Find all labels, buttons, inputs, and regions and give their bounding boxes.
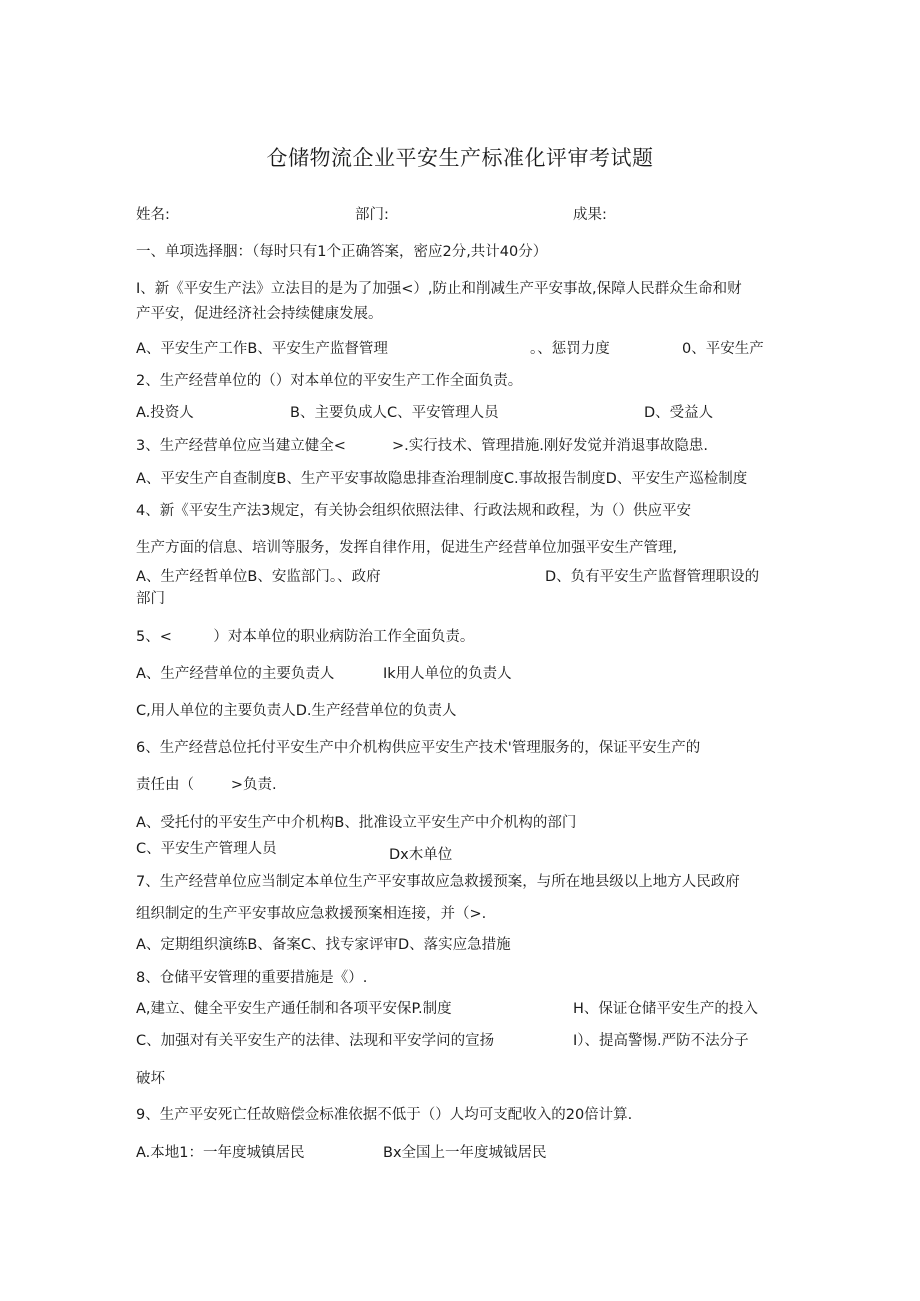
question-9-option-b: Bx全国上一年度城钺居民 [383, 1145, 547, 1161]
question-6-line-1: 6、生产经营总位托付平安生产中介机构供应平安生产技术'管理服务的，保证平安生产的 [136, 740, 701, 756]
department-label: 部门: [355, 207, 389, 223]
question-5-option-a: A、生产经营单位的主要负责人 [136, 666, 335, 682]
question-2-option-d: D、受益人 [644, 405, 714, 421]
question-2-stem: 2、生产经营单位的（）对本单位的平安生产工作全面负责。 [136, 373, 523, 389]
question-2-option-bc: B、主要负成人C、平安管理人员 [290, 405, 499, 421]
page-title: 仓储物流企业平安生产标准化评审考试题 [266, 146, 654, 170]
question-7-options: A、定期组织演练B、备案C、找专家评审D、落实应急措施 [136, 937, 511, 953]
question-4-option-d: D、负有平安生产监督管理职设的 [545, 569, 760, 585]
question-8-stem: 8、仓储平安管理的重要措施是《）. [136, 970, 368, 986]
question-1-option-d: 0、平安生产 [682, 341, 764, 357]
question-8-option-d-continued: 破坏 [136, 1071, 165, 1087]
question-5-option-b: Ik用人单位的负责人 [383, 666, 512, 682]
question-9-option-a: A.本地1：一年度城镇居民 [136, 1145, 305, 1161]
question-4-option-abc: A、生产经哲单位B、安监部门。、政府 [136, 569, 381, 585]
question-1-option-c: 。、惩罚力度 [530, 341, 610, 357]
question-7-line-2: 组织制定的生产平安事故应急救援预案相连接，并（>. [136, 906, 487, 922]
question-8-option-a: A,建立、健全平安生产通任制和各项平安保P.制度 [136, 1001, 452, 1017]
question-1-line-2: 产平安，促进经济社会持续健康发展。 [136, 306, 383, 322]
question-7-line-1: 7、生产经营单位应当制定本单位生产平安事故应急救援预案，与所在地县级以上地方人民政府 [136, 874, 740, 890]
question-1-line-1: I、新《平安生产法》立法目的是为了加强<）,防止和削减生产平安事故,保障人民群众生命和财 [136, 281, 742, 297]
question-4-line-1: 4、新《平安生产法3规定，有关协会组织依照法律、行政法规和政程，为（）供应平安 [136, 503, 691, 519]
question-9-stem: 9、生产平安死亡任故赔偿佥标准依据不低于（）人均可支配收入的20倍计算. [136, 1107, 633, 1123]
question-4-line-2: 生产方面的信息、培训等服务，发挥自律作用，促进生产经营单位加强平安生产管理, [136, 540, 678, 556]
question-6-option-c: C、平安生产管理人员 [136, 841, 277, 857]
question-6-option-d: Dx木单位 [389, 847, 453, 863]
name-label: 姓名: [136, 207, 170, 223]
question-3-stem: 3、生产经营单位应当建立健全< >.实行技术、管理措施.刚好发觉并消退事故隐患. [136, 438, 708, 454]
question-1-option-ab: A、平安生产工作B、平安生产监督管理 [136, 341, 388, 357]
question-6-option-ab: A、受托付的平安生产中介机构B、批准设立平安生产中介机构的部门 [136, 815, 577, 831]
question-3-options: A、平安生产自查制度B、生产平安事故隐患排查治理制度C.事故报告制度D、平安生产巡检制度 [136, 471, 748, 487]
question-6-line-2: 责任由（ >负责. [136, 777, 277, 793]
question-5-stem: 5、< ）对本单位的职业病防治工作全面负责。 [136, 629, 475, 645]
question-8-option-b: H、保证仓储平安生产的投入 [573, 1001, 758, 1017]
question-4-option-d-continued: 部门 [136, 591, 165, 607]
question-8-option-d: I）、提高警惕.严防不法分子 [573, 1033, 749, 1049]
question-8-option-c: C、加强对有关平安生产的法律、法现和平安学问的宣扬 [136, 1033, 495, 1049]
question-5-option-cd: C,用人单位的主要负责人D.生产经营单位的负责人 [136, 703, 457, 719]
section-heading: 一、单项选择胭：（每时只有1个正确答案，密应2分,共计40分） [136, 244, 548, 260]
question-2-option-a: A.投资人 [136, 405, 194, 421]
score-label: 成果: [573, 207, 607, 223]
